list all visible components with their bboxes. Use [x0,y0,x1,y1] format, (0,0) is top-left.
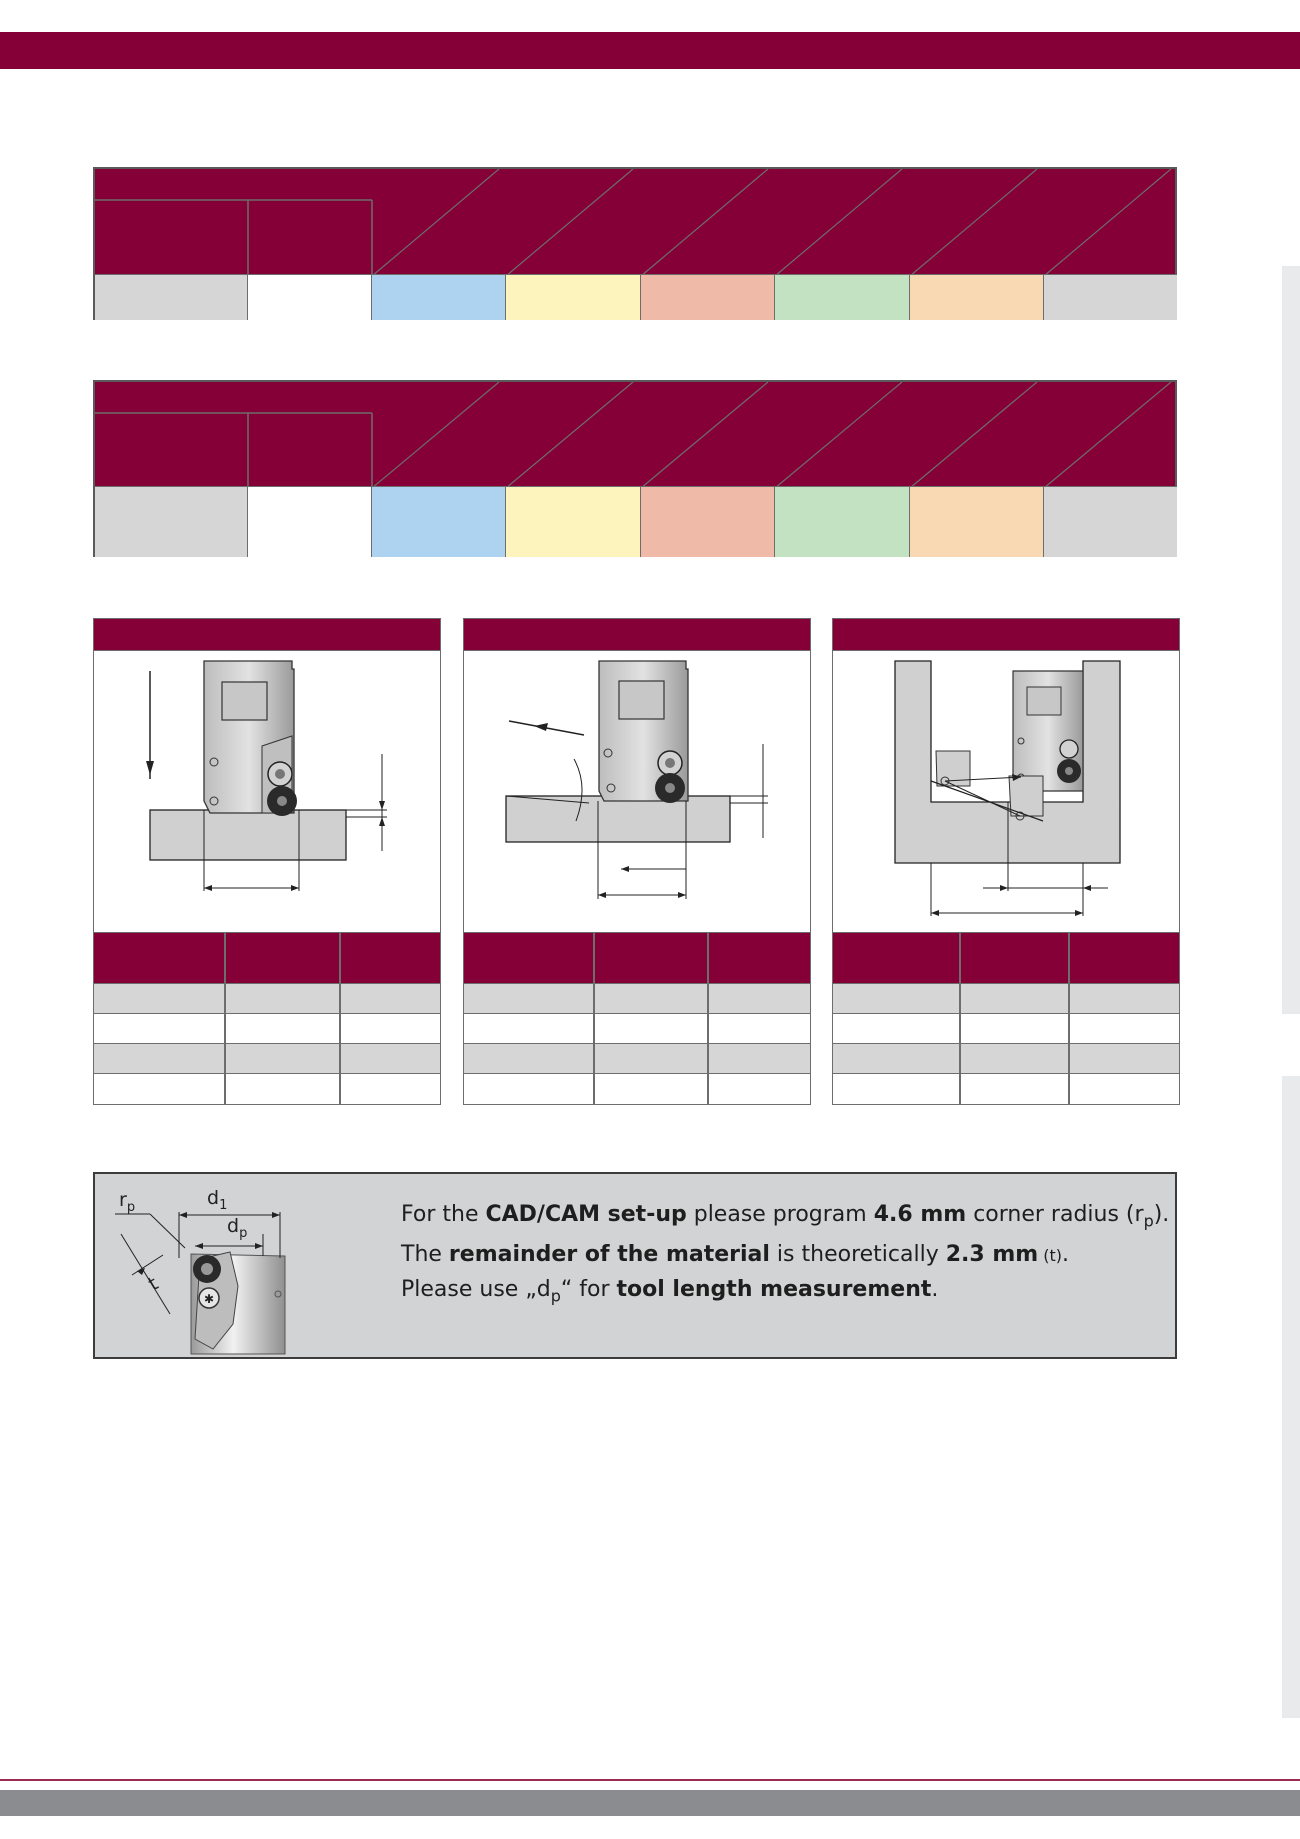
table-2-cell-s-orange [910,486,1044,557]
table-2-cell-p-blue [372,486,506,557]
cutting-data-table-1 [93,167,1177,320]
operation-panel-ramping [463,618,811,1105]
panel-1-row [94,1043,440,1073]
instruction-line-1: For the CAD/CAM set-up please program 4.6 mm corner radius $(r_p)$. [401,1202,1170,1231]
panel-2-row [464,1013,810,1043]
table-2-cell-blank [248,486,372,557]
table-2-cell-k-salmon [641,486,775,557]
pocketing-diagram [833,651,1178,931]
table-2-cell-n-green [775,486,910,557]
panel-2-col-divider [707,933,709,1104]
insert-geometry-figure [95,1174,325,1356]
table-1-cell-h-grey [1044,274,1177,320]
panel-2-row [464,1043,810,1073]
operation-panel-face-milling [93,618,441,1105]
panel-2-row [464,983,810,1013]
panel-2-table-header [464,933,810,983]
header-bar [0,32,1300,69]
table-1-cell-blank [248,274,372,320]
panel-3-figure [833,650,1179,933]
ramping-diagram [464,651,809,931]
instruction-line-2: The remainder of the material is theoretically 2.3 mm (t). [401,1242,1070,1268]
table-1-cell-s-orange [910,274,1044,320]
panel-3-header [833,619,1179,650]
table-2-cell-m-yellow [506,486,641,557]
panel-1-row [94,983,440,1013]
panel-1-row [94,1073,440,1103]
panel-2-header [464,619,810,650]
panel-1-figure [94,650,440,933]
instruction-line-3: Please use $„d_p“$ for tool length measurement. [401,1277,939,1306]
panel-1-header [94,619,440,650]
table-1-cell-k-salmon [641,274,775,320]
side-tab-strip-lower [1282,1076,1300,1718]
t-label: t [144,1272,162,1296]
panel-1-col-divider [224,933,226,1104]
svg-text:✱: ✱ [204,1292,215,1306]
panel-2-row [464,1073,810,1103]
table-1-cell-label [95,274,248,320]
d1-label: $d_1$ [207,1187,228,1213]
panel-1-row [94,1013,440,1043]
panel-3-row [833,1073,1179,1103]
panel-3-table-header [833,933,1179,983]
rp-label: $r_p$ [119,1189,136,1215]
table-2-cell-h-grey [1044,486,1177,557]
panel-3-col-divider [1068,933,1070,1104]
footer-bar [0,1790,1300,1816]
panel-1-table-header [94,933,440,983]
panel-3-row [833,1043,1179,1073]
panel-3-row [833,983,1179,1013]
dp-label: $d_p$ [227,1215,248,1241]
table-1-cell-m-yellow [506,274,641,320]
operation-panel-pocketing [832,618,1180,1105]
panel-2-figure [464,650,810,933]
cutting-data-table-2 [93,380,1177,557]
panel-1-col-divider [339,933,341,1104]
cad-cam-instructions [401,1198,1170,1314]
side-tab-strip-upper [1282,266,1300,1014]
panel-2-col-divider [593,933,595,1104]
cad-cam-info-box [93,1172,1177,1359]
panel-3-row [833,1013,1179,1043]
table-1-cell-p-blue [372,274,506,320]
face-milling-diagram [94,651,439,931]
footer-rule [0,1779,1300,1781]
table-2-cell-label [95,486,248,557]
table-1-cell-n-green [775,274,910,320]
panel-3-col-divider [959,933,961,1104]
